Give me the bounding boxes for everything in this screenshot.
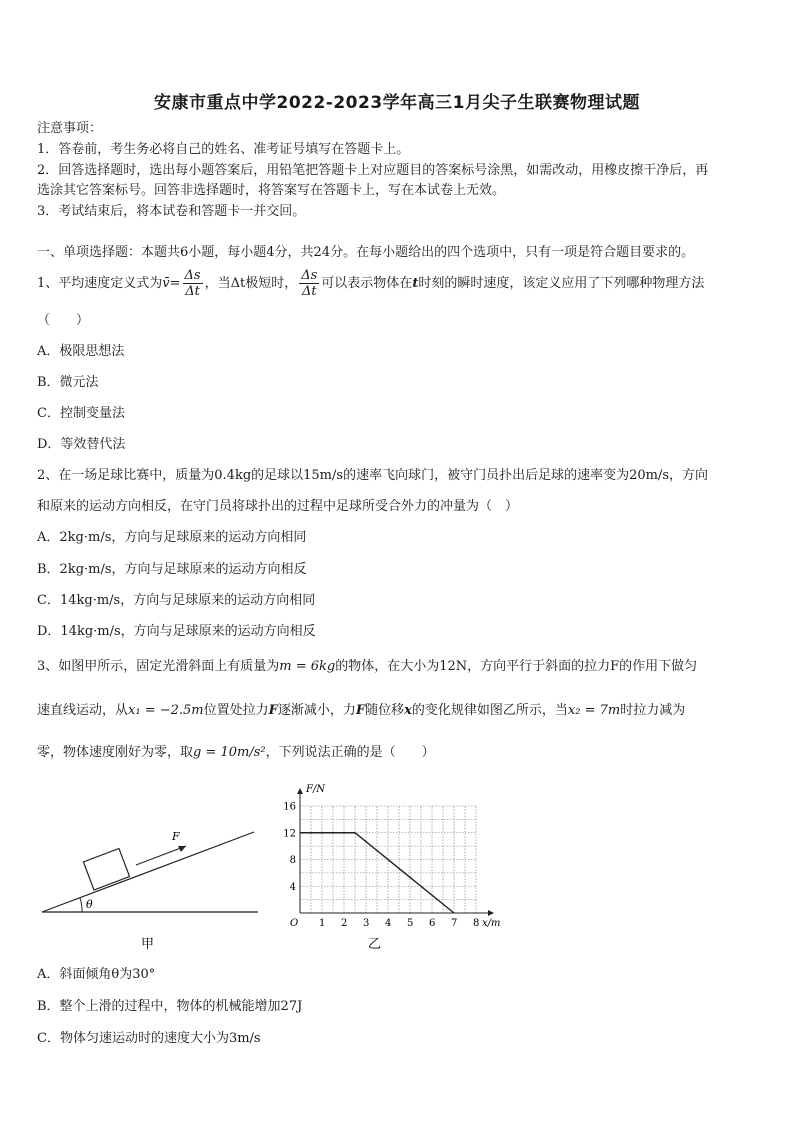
q3-option-a: A．斜面倾角θ为30° xyxy=(37,967,156,982)
y-tick-label: 4 xyxy=(289,881,296,893)
frac-denominator: Δt xyxy=(301,284,317,299)
y-axis-label: F/N xyxy=(306,784,326,795)
q3-stem-line3 xyxy=(37,745,435,761)
q1-text-1: 1、平均速度定义式为 xyxy=(37,276,163,291)
fig-yi-label: 乙 xyxy=(368,937,382,952)
q1-option-b: B．微元法 xyxy=(37,375,99,390)
q3-text: 逐渐减小，力 xyxy=(277,703,356,718)
q3-x2: x₂ = 7m xyxy=(567,703,621,718)
section-heading: 一、单项选择题：本题共6小题，每小题4分，共24分。在每小题给出的四个选项中，只有一项是符合题目要求的。 xyxy=(37,245,695,260)
notice-item: 选涂其它答案标号。回答非选择题时，将答案写在答题卡上，写在本试卷上无效。 xyxy=(37,183,506,198)
q3-text: 速直线运动，从 xyxy=(37,703,129,718)
x-tick-label: 7 xyxy=(451,918,458,929)
q3-option-b: B．整个上滑的过程中，物体的机械能增加27J xyxy=(37,999,303,1014)
notice-item: 1．答卷前，考生务必将自己的姓名、准考证号填写在答题卡上。 xyxy=(37,142,410,157)
notice-item: 3．考试结束后，将本试卷和答题卡一并交回。 xyxy=(37,204,306,219)
q3-stem-line1 xyxy=(37,659,697,675)
frac-numerator: Δs xyxy=(301,268,318,283)
q3-stem-line2 xyxy=(37,703,685,719)
q3-text: 的变化规律如图乙所示，当 xyxy=(411,703,568,718)
q1-text-4: 时刻的瞬时速度，该定义应用了下列哪种物理方法 xyxy=(418,276,705,291)
x-tick-label: 2 xyxy=(341,918,348,929)
q3-x: x xyxy=(404,703,412,718)
q3-f: F xyxy=(268,703,278,718)
q2-option-b: B．2kg·m/s，方向与足球原来的运动方向相反 xyxy=(37,562,307,577)
x-tick-label: 1 xyxy=(319,918,326,929)
fx-chart xyxy=(280,778,510,958)
q2-option-a: A．2kg·m/s，方向与足球原来的运动方向相同 xyxy=(37,530,307,545)
chart-axes xyxy=(297,788,494,916)
angle-arc xyxy=(80,898,82,912)
x-tick-label: 8 xyxy=(473,918,480,929)
q1-t: t xyxy=(412,276,419,291)
q3-option-c: C．物体匀速运动时的速度大小为3m/s xyxy=(37,1031,261,1046)
q3-text: 位置处拉力 xyxy=(203,703,269,718)
theta-label: θ xyxy=(86,898,93,911)
q3-f: F xyxy=(355,703,366,718)
y-tick-label: 8 xyxy=(289,855,296,866)
q2-stem-line1: 2、在一场足球比赛中，质量为0.4kg的足球以15m/s的速率飞向球门，被守门员扑出后足球的速率变为20m/s，方向 xyxy=(37,468,708,483)
x-axis-arrow xyxy=(488,910,494,916)
q2-option-d: D．14kg·m/s，方向与足球原来的运动方向相反 xyxy=(37,624,316,639)
q3-text: 随位移 xyxy=(365,703,405,718)
q3-g: g = 10m/s² xyxy=(193,745,266,760)
x-tick-label: 4 xyxy=(385,918,392,929)
q3-text: 的物体，在大小为12N，方向平行于斜面的拉力F的作用下做匀 xyxy=(335,659,698,674)
q1-blank: （ ） xyxy=(37,313,90,328)
frac-numerator: Δs xyxy=(184,268,201,283)
notice-item: 2．回答选择题时，选出每小题答案后，用铅笔把答题卡上对应题目的答案标号涂黑，如需改动，用橡皮擦干净后，再 xyxy=(37,163,709,178)
fig-jia-label: 甲 xyxy=(141,937,155,952)
incline-line xyxy=(42,832,254,912)
q1-stem xyxy=(37,268,704,300)
q3-text: 零，物体速度刚好为零，取 xyxy=(37,745,194,760)
y-axis-arrow xyxy=(297,788,303,794)
q3-text: ，下列说法正确的是（ ） xyxy=(265,745,435,760)
frac-denominator: Δt xyxy=(185,284,200,299)
x-tick-label: 5 xyxy=(407,918,414,929)
q3-text: 3、如图甲所示，固定光滑斜面上有质量为 xyxy=(37,659,280,674)
notice-heading: 注意事项： xyxy=(37,121,103,136)
q1-fraction xyxy=(183,268,203,299)
page-title: 安康市重点中学2022-2023学年高三1月尖子生联赛物理试题 xyxy=(153,93,640,113)
block xyxy=(83,849,129,890)
force-arrow xyxy=(136,846,186,865)
q1-eq: = xyxy=(169,276,181,291)
q1-fraction-2 xyxy=(299,268,319,299)
q1-vbar: v̄ xyxy=(162,276,170,291)
force-label: F xyxy=(172,830,180,843)
q3-text: 时拉力减为 xyxy=(620,703,686,718)
y-tick-label: 16 xyxy=(283,801,296,813)
q3-mass: m = 6kg xyxy=(279,659,336,674)
x-tick-label: 6 xyxy=(429,918,436,929)
incline-figure xyxy=(36,820,266,960)
q2-option-c: C．14kg·m/s，方向与足球原来的运动方向相同 xyxy=(37,593,316,608)
q3-x1: x₁ = −2.5m xyxy=(128,703,204,718)
q1-text-2: ，当Δt极短时， xyxy=(204,276,298,291)
q1-option-d: D．等效替代法 xyxy=(37,437,126,452)
x-tick-label: O xyxy=(290,918,299,929)
q2-stem-line2: 和原来的运动方向相反，在守门员将球扑出的过程中足球所受合外力的冲量为（ ） xyxy=(37,499,519,514)
q1-option-a: A．极限思想法 xyxy=(37,344,125,359)
x-axis-label: x/m xyxy=(482,918,501,929)
q1-option-c: C．控制变量法 xyxy=(37,406,125,421)
y-tick-label: 12 xyxy=(283,828,296,840)
q1-text-3: 可以表示物体在 xyxy=(321,276,413,291)
x-tick-label: 3 xyxy=(363,918,370,929)
